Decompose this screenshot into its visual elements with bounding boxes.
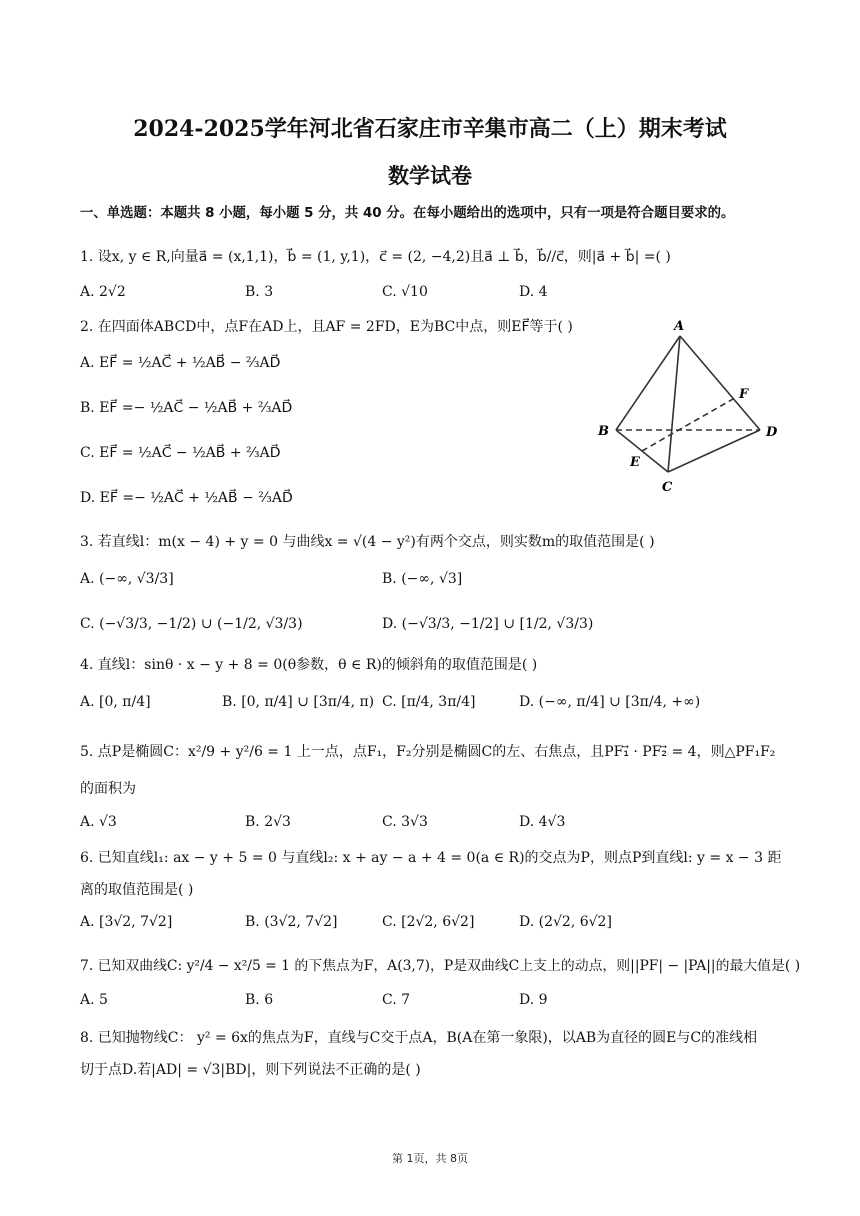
- question-8-stem: 8. 已知抛物线C： y² = 6x的焦点为F，直线与C交于点A，B(A在第一象限)，以AB为直径的圆E与C的准线相: [80, 1030, 758, 1046]
- question-1-option-c: C. √10: [382, 284, 428, 300]
- question-4-option-a: A. [0, π/4]: [80, 694, 151, 710]
- question-7-option-d: D. 9: [519, 992, 548, 1008]
- edge-ad: [680, 336, 760, 430]
- question-6-option-c: C. [2√2, 6√2]: [382, 914, 475, 930]
- question-2-option-d: D. EF⃗ =− ½AC⃗ + ½AB⃗ − ⅔AD⃗: [80, 490, 293, 506]
- exam-subtitle: 数学试卷: [388, 163, 472, 188]
- edge-ac: [668, 336, 680, 472]
- question-6-option-b: B. (3√2, 7√2]: [245, 914, 338, 930]
- question-1-option-a: A. 2√2: [80, 284, 126, 300]
- question-5-option-d: D. 4√3: [519, 814, 566, 830]
- question-3-option-d: D. (−√3/3, −1/2] ∪ [1/2, √3/3): [382, 616, 594, 632]
- question-7-option-c: C. 7: [382, 992, 411, 1008]
- question-7-option-b: B. 6: [245, 992, 274, 1008]
- question-3-stem: 3. 若直线l：m(x − 4) + y = 0 与曲线x = √(4 − y²)有两个交点，则实数m的取值范围是( ): [80, 534, 655, 550]
- question-4-option-c: C. [π/4, 3π/4]: [382, 694, 476, 710]
- vertex-label-c: C: [662, 480, 673, 495]
- vertex-label-b: B: [598, 424, 609, 439]
- question-7-stem: 7. 已知双曲线C: y²/4 − x²/5 = 1 的下焦点为F，A(3,7)，P是双曲线C上支上的动点，则||PF| − |PA||的最大值是( ): [80, 958, 801, 974]
- question-4-option-d: D. (−∞, π/4] ∪ [3π/4, +∞): [519, 694, 701, 710]
- question-8-stem-cont: 切于点D.若|AD| = √3|BD|，则下列说法不正确的是( ): [80, 1062, 421, 1078]
- vertex-label-d: D: [766, 425, 778, 440]
- question-5-option-c: C. 3√3: [382, 814, 428, 830]
- question-3-option-c: C. (−√3/3, −1/2) ∪ (−1/2, √3/3): [80, 616, 303, 632]
- question-5-option-a: A. √3: [80, 814, 117, 830]
- point-label-f: F: [739, 387, 749, 402]
- page-footer: 第 1页，共 8页: [392, 1152, 468, 1165]
- question-4-option-b: B. [0, π/4] ∪ [3π/4, π): [222, 694, 375, 710]
- question-2-option-a: A. EF⃗ = ½AC⃗ + ½AB⃗ − ⅔AD⃗: [80, 355, 281, 371]
- question-2-stem: 2. 在四面体ABCD中，点F在AD上，且AF = 2FD，E为BC中点，则EF⃗等于( ): [80, 319, 573, 335]
- question-1-option-b: B. 3: [245, 284, 274, 300]
- edge-ab: [616, 336, 680, 430]
- question-7-option-a: A. 5: [80, 992, 108, 1008]
- exam-title: 2024-2025学年河北省石家庄市辛集市高二（上）期末考试: [133, 116, 727, 142]
- question-5-option-b: B. 2√3: [245, 814, 291, 830]
- point-label-e: E: [630, 455, 640, 470]
- question-3-option-a: A. (−∞, √3/3]: [80, 571, 174, 587]
- question-1-stem: 1. 设x, y ∈ R,向量a⃗ = (x,1,1)，b⃗ = (1, y,1)，c⃗ = (2, −4,2)且a⃗ ⊥ b⃗，b⃗//c⃗，则|a⃗ + b⃗| =( ): [80, 249, 671, 265]
- question-2-option-c: C. EF⃗ = ½AC⃗ − ½AB⃗ + ⅔AD⃗: [80, 445, 281, 461]
- question-1-option-d: D. 4: [519, 284, 548, 300]
- question-5-stem: 5. 点P是椭圆C：x²/9 + y²/6 = 1 上一点，点F₁，F₂分别是椭圆C的左、右焦点，且PF₁⃗ · PF₂⃗ = 4，则△PF₁F₂: [80, 744, 776, 760]
- vertex-label-a: A: [674, 319, 685, 334]
- question-3-option-b: B. (−∞, √3]: [382, 571, 463, 587]
- tetrahedron-figure: [592, 316, 788, 498]
- segment-ef-hidden: [642, 399, 733, 451]
- question-2-option-b: B. EF⃗ =− ½AC⃗ − ½AB⃗ + ⅔AD⃗: [80, 400, 293, 416]
- question-5-stem-cont: 的面积为: [80, 781, 136, 797]
- section-heading: 一、单选题：本题共 8 小题，每小题 5 分，共 40 分。在每小题给出的选项中，只有一项是符合题目要求的。: [80, 206, 735, 221]
- question-6-stem-cont: 离的取值范围是( ): [80, 882, 194, 898]
- question-6-stem: 6. 已知直线l₁: ax − y + 5 = 0 与直线l₂: x + ay − a + 4 = 0(a ∈ R)的交点为P，则点P到直线l: y = x − 3 距: [80, 850, 782, 866]
- question-6-option-a: A. [3√2, 7√2]: [80, 914, 173, 930]
- edge-cd: [668, 430, 760, 472]
- question-6-option-d: D. (2√2, 6√2]: [519, 914, 612, 930]
- question-4-stem: 4. 直线l：sinθ · x − y + 8 = 0(θ参数，θ ∈ R)的倾斜角的取值范围是( ): [80, 657, 538, 673]
